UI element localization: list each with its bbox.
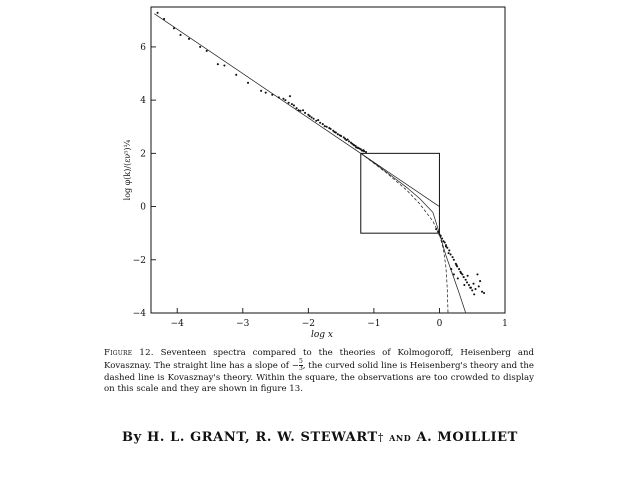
- observation-point: [311, 116, 313, 118]
- y-tick-label: 6: [140, 42, 146, 53]
- observation-point: [435, 228, 437, 230]
- observation-point: [457, 277, 459, 279]
- observation-point: [206, 50, 208, 52]
- author-moilliet: A. MOILLIET: [416, 430, 518, 445]
- observation-point: [302, 109, 304, 111]
- observation-point: [478, 285, 480, 287]
- observation-point: [472, 283, 474, 285]
- figure-caption: [104, 348, 534, 396]
- observation-point: [344, 138, 346, 140]
- observation-point: [278, 96, 280, 98]
- observation-point: [347, 138, 349, 140]
- observation-point: [450, 253, 452, 255]
- y-tick-label: −2: [132, 255, 146, 266]
- x-axis-label: log x: [311, 330, 333, 340]
- observation-point: [437, 231, 439, 233]
- observation-point: [479, 280, 481, 282]
- observation-point: [471, 289, 473, 291]
- observation-point: [337, 133, 339, 135]
- observation-point: [444, 241, 446, 243]
- observation-point: [474, 288, 476, 290]
- observation-point: [348, 140, 350, 142]
- observation-point: [247, 82, 249, 84]
- observation-point: [265, 92, 267, 94]
- observation-point: [304, 112, 306, 114]
- observation-point: [465, 279, 467, 281]
- observation-point: [271, 94, 273, 96]
- author-stewart: R. W. STEWART: [255, 430, 378, 445]
- observation-point: [453, 259, 455, 261]
- observation-point: [319, 122, 321, 124]
- observation-point: [289, 95, 291, 97]
- plot-frame: [151, 7, 505, 313]
- observation-point: [223, 64, 225, 66]
- authors-and: and: [389, 430, 412, 444]
- slope-numerator: 5: [298, 358, 303, 366]
- x-tick-label: −4: [170, 319, 184, 329]
- observation-point: [445, 245, 447, 247]
- observation-point: [483, 292, 485, 294]
- y-tick-label: −4: [132, 309, 146, 319]
- observation-point: [470, 287, 472, 289]
- observation-point: [357, 147, 359, 149]
- observation-point: [455, 264, 457, 266]
- x-tick-label: 0: [436, 319, 443, 329]
- observation-point: [441, 237, 443, 239]
- observation-point: [322, 123, 324, 125]
- detail-square: [361, 153, 440, 233]
- observation-point: [458, 268, 460, 270]
- observation-point: [188, 38, 190, 40]
- author-grant: H. L. GRANT,: [146, 430, 251, 445]
- observation-point: [260, 90, 262, 92]
- observation-point: [199, 46, 201, 48]
- observation-point: [173, 27, 175, 29]
- y-tick-label: 2: [140, 149, 146, 160]
- authors-line: [0, 430, 640, 445]
- observation-point: [179, 34, 181, 36]
- observation-point: [448, 252, 450, 254]
- observation-point: [288, 102, 290, 104]
- dagger-mark: †: [377, 431, 384, 444]
- authors-by: By: [122, 430, 142, 445]
- observation-point: [463, 284, 465, 286]
- observation-point: [460, 272, 462, 274]
- observation-point: [473, 293, 475, 295]
- observation-point: [297, 109, 299, 111]
- kolmogoroff-straight-line: [154, 14, 439, 207]
- observation-point: [293, 104, 295, 106]
- y-tick-label: 0: [140, 202, 146, 213]
- observation-point: [315, 120, 317, 122]
- observation-point: [330, 128, 332, 130]
- y-tick-label: 4: [140, 96, 146, 107]
- x-tick-label: −3: [236, 319, 250, 329]
- observation-point: [468, 284, 470, 286]
- observation-point: [466, 281, 468, 283]
- observation-point: [163, 18, 165, 20]
- observation-point: [235, 74, 237, 76]
- caption-label: Figure 12.: [104, 348, 154, 358]
- observation-point: [450, 268, 452, 270]
- observation-point: [453, 273, 455, 275]
- observation-point: [351, 143, 353, 145]
- observation-point: [217, 63, 219, 65]
- observation-point: [467, 275, 469, 277]
- slope-denominator: 3: [298, 365, 303, 373]
- observation-point: [365, 151, 367, 153]
- observation-point: [313, 118, 315, 120]
- observation-point: [291, 103, 293, 105]
- x-tick-label: −1: [367, 319, 381, 329]
- y-axis-label: log φ(k)/(εν⁵)¼: [123, 139, 132, 201]
- observation-point: [309, 115, 311, 117]
- observation-point: [157, 12, 159, 14]
- caption-text-b: , the curved solid line is Heisenberg's theory and the dashed line is Kovasznay's theory. Within the square, the observations are too crowded to display on this scale and they are shown in figure 13.: [104, 361, 534, 395]
- x-tick-label: −2: [301, 319, 315, 329]
- observation-point: [282, 98, 284, 100]
- observation-point: [317, 119, 319, 121]
- observation-point: [334, 131, 336, 133]
- observation-point: [355, 146, 357, 148]
- caption-text-a: Seventeen spectra compared to the theories of Kolmogoroff, Heisenberg and Kovasznay. The straight line has a slope of −: [104, 348, 535, 372]
- observation-point: [476, 273, 478, 275]
- observation-point: [284, 99, 286, 101]
- observation-point: [362, 149, 364, 151]
- observation-point: [299, 110, 301, 112]
- observation-point: [452, 256, 454, 258]
- observation-point: [295, 107, 297, 109]
- observation-point: [324, 125, 326, 127]
- observation-point: [440, 235, 442, 237]
- observation-point: [448, 249, 450, 251]
- observation-point: [353, 144, 355, 146]
- observation-point: [481, 291, 483, 293]
- observation-point: [339, 134, 341, 136]
- observation-point: [326, 126, 328, 128]
- x-tick-label: 1: [502, 319, 508, 329]
- observation-point: [463, 276, 465, 278]
